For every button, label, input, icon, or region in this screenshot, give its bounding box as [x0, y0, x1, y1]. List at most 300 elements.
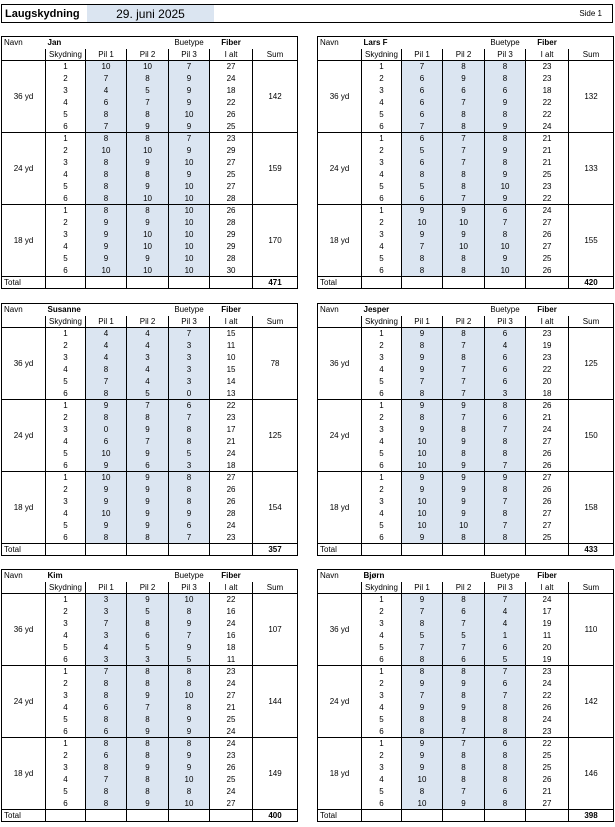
skydning-header: Skydning	[46, 582, 86, 594]
arrow-2-score: 9	[443, 702, 485, 714]
round-sum: 107	[253, 594, 298, 666]
ialt-header: I alt	[210, 49, 253, 61]
arrow-2-score: 9	[127, 217, 169, 229]
distance-label: 24 yd	[2, 133, 46, 205]
arrow-2-score: 9	[127, 496, 169, 508]
arrow-2-score: 9	[127, 121, 169, 133]
end-total: 27	[210, 472, 253, 484]
arrow-3-score: 9	[169, 750, 210, 762]
end-total: 21	[526, 786, 569, 798]
arrow-1-score: 3	[86, 606, 127, 618]
end-number: 5	[46, 714, 86, 726]
end-number: 1	[362, 666, 402, 678]
arrow-1-score: 9	[86, 484, 127, 496]
grand-total: 471	[253, 277, 298, 289]
arrow-1-score: 10	[402, 448, 443, 460]
end-total: 26	[526, 702, 569, 714]
arrow-2-score: 9	[127, 762, 169, 774]
arrow-2-score: 8	[127, 750, 169, 762]
arrow-1-score: 8	[402, 618, 443, 630]
arrow-1-score: 9	[86, 217, 127, 229]
total-label: Total	[318, 277, 362, 289]
arrow-1-score: 9	[86, 496, 127, 508]
end-total: 23	[210, 532, 253, 544]
end-number: 5	[362, 253, 402, 265]
arrow-3-score: 6	[485, 205, 526, 217]
distance-label: 36 yd	[2, 61, 46, 133]
arrow-2-score: 9	[443, 436, 485, 448]
end-number: 4	[46, 702, 86, 714]
end-number: 6	[362, 265, 402, 277]
arrow-2-score: 8	[443, 424, 485, 436]
arrow-3-score: 8	[485, 400, 526, 412]
end-number: 2	[46, 678, 86, 690]
end-number: 4	[362, 241, 402, 253]
end-total: 24	[210, 738, 253, 750]
arrow-3-score: 6	[485, 364, 526, 376]
end-number: 2	[46, 217, 86, 229]
end-number: 3	[46, 690, 86, 702]
end-total: 23	[526, 726, 569, 738]
end-number: 6	[362, 654, 402, 666]
grand-total: 400	[253, 810, 298, 822]
arrow-1-score: 0	[86, 424, 127, 436]
arrow-2-score: 7	[443, 786, 485, 798]
end-number: 5	[46, 109, 86, 121]
event-date: 29. juni 2025	[87, 5, 214, 22]
end-total: 24	[526, 714, 569, 726]
arrow-3-score: 6	[169, 400, 210, 412]
arrow-3-score: 8	[485, 702, 526, 714]
arrow-1-score: 10	[402, 496, 443, 508]
arrow-3-score: 9	[169, 85, 210, 97]
arrow-3-score: 8	[485, 726, 526, 738]
pil1-header: Pil 1	[86, 316, 127, 328]
end-number: 4	[46, 97, 86, 109]
end-number: 4	[362, 508, 402, 520]
arrow-3-score: 10	[485, 181, 526, 193]
round-sum: 144	[253, 666, 298, 738]
end-total: 28	[210, 253, 253, 265]
end-number: 6	[362, 532, 402, 544]
arrow-2-score: 4	[127, 340, 169, 352]
arrow-1-score: 8	[86, 133, 127, 145]
arrow-3-score: 8	[169, 666, 210, 678]
end-number: 3	[46, 157, 86, 169]
arrow-3-score: 10	[169, 265, 210, 277]
arrow-3-score: 0	[169, 388, 210, 400]
end-number: 2	[46, 750, 86, 762]
arrow-2-score: 9	[127, 181, 169, 193]
score-table	[317, 569, 614, 822]
end-number: 1	[362, 400, 402, 412]
arrow-2-score: 9	[443, 678, 485, 690]
end-total: 27	[526, 436, 569, 448]
arrow-3-score: 8	[485, 436, 526, 448]
end-number: 5	[362, 181, 402, 193]
end-total: 24	[526, 424, 569, 436]
score-table	[1, 303, 298, 556]
arrow-2-score: 8	[127, 618, 169, 630]
end-total: 27	[526, 798, 569, 810]
arrow-2-score: 8	[443, 61, 485, 73]
arrow-3-score: 10	[169, 109, 210, 121]
arrow-3-score: 7	[485, 460, 526, 472]
arrow-3-score: 9	[169, 508, 210, 520]
arrow-3-score: 8	[169, 678, 210, 690]
end-total: 16	[210, 606, 253, 618]
arrow-1-score: 9	[86, 241, 127, 253]
arrow-1-score: 7	[402, 642, 443, 654]
end-number: 1	[362, 133, 402, 145]
arrow-2-score: 8	[443, 690, 485, 702]
arrow-1-score: 10	[402, 798, 443, 810]
arrow-3-score: 9	[169, 726, 210, 738]
arrow-1-score: 9	[86, 460, 127, 472]
arrow-2-score: 4	[127, 376, 169, 388]
end-row	[318, 472, 614, 484]
arrow-2-score: 7	[443, 388, 485, 400]
end-total: 21	[526, 157, 569, 169]
buetype-label: Buetype	[174, 571, 204, 581]
arrow-1-score: 8	[402, 340, 443, 352]
arrow-2-score: 8	[127, 133, 169, 145]
arrow-1-score: 6	[402, 97, 443, 109]
arrow-1-score: 7	[86, 774, 127, 786]
end-number: 1	[362, 61, 402, 73]
end-total: 24	[210, 786, 253, 798]
arrow-1-score: 7	[402, 121, 443, 133]
skydning-header: Skydning	[362, 316, 402, 328]
arrow-3-score: 10	[485, 241, 526, 253]
end-total: 22	[526, 690, 569, 702]
arrow-2-score: 10	[443, 241, 485, 253]
arrow-3-score: 6	[485, 85, 526, 97]
end-total: 18	[210, 460, 253, 472]
arrow-1-score: 8	[86, 532, 127, 544]
end-row	[2, 400, 298, 412]
arrow-1-score: 4	[86, 340, 127, 352]
pil2-header: Pil 2	[443, 316, 485, 328]
score-table	[317, 36, 614, 289]
arrow-3-score: 7	[169, 412, 210, 424]
arrow-1-score: 10	[402, 217, 443, 229]
sum-header: Sum	[253, 316, 298, 328]
arrow-1-score: 5	[402, 145, 443, 157]
pil2-header: Pil 2	[443, 49, 485, 61]
ialt-header: I alt	[526, 316, 569, 328]
end-total: 26	[526, 460, 569, 472]
arrow-3-score: 6	[169, 520, 210, 532]
arrow-3-score: 7	[485, 666, 526, 678]
arrow-3-score: 7	[485, 690, 526, 702]
end-total: 23	[526, 61, 569, 73]
end-total: 27	[526, 520, 569, 532]
arrow-3-score: 10	[169, 229, 210, 241]
distance-label: 18 yd	[318, 205, 362, 277]
end-number: 6	[362, 798, 402, 810]
arrow-1-score: 6	[402, 109, 443, 121]
distance-label: 36 yd	[318, 61, 362, 133]
arrow-3-score: 9	[169, 169, 210, 181]
end-row	[2, 738, 298, 750]
navn-label: Navn	[318, 304, 362, 316]
arrow-3-score: 7	[485, 496, 526, 508]
end-total: 26	[210, 496, 253, 508]
arrow-1-score: 8	[402, 265, 443, 277]
arrow-2-score: 7	[127, 436, 169, 448]
ialt-header: I alt	[210, 316, 253, 328]
end-row	[2, 133, 298, 145]
grand-total: 398	[569, 810, 614, 822]
end-total: 27	[210, 157, 253, 169]
end-number: 1	[46, 328, 86, 340]
end-row	[318, 61, 614, 73]
arrow-3-score: 9	[485, 169, 526, 181]
arrow-3-score: 7	[485, 424, 526, 436]
arrow-1-score: 4	[86, 85, 127, 97]
arrow-2-score: 7	[443, 364, 485, 376]
end-total: 27	[210, 690, 253, 702]
end-total: 21	[526, 133, 569, 145]
end-row	[2, 666, 298, 678]
arrow-2-score: 7	[443, 642, 485, 654]
end-number: 3	[362, 762, 402, 774]
distance-label: 18 yd	[318, 738, 362, 810]
end-number: 1	[362, 594, 402, 606]
pil2-header: Pil 2	[127, 582, 169, 594]
arrow-1-score: 9	[402, 400, 443, 412]
distance-label: 24 yd	[318, 400, 362, 472]
arrow-2-score: 8	[127, 678, 169, 690]
end-number: 6	[362, 193, 402, 205]
end-number: 4	[46, 630, 86, 642]
round-sum: 125	[569, 328, 614, 400]
arrow-3-score: 10	[169, 205, 210, 217]
scorecard-susanne	[1, 303, 297, 556]
arrow-2-score: 9	[443, 229, 485, 241]
end-number: 6	[46, 121, 86, 133]
arrow-1-score: 7	[402, 376, 443, 388]
arrow-1-score: 8	[86, 798, 127, 810]
arrow-3-score: 6	[485, 328, 526, 340]
buetype-label: Buetype	[174, 305, 204, 315]
skydning-header: Skydning	[362, 582, 402, 594]
arrow-3-score: 9	[169, 642, 210, 654]
arrow-2-score: 7	[127, 97, 169, 109]
scorecard-jesper	[317, 303, 613, 556]
arrow-1-score: 8	[86, 109, 127, 121]
arrow-2-score: 9	[443, 73, 485, 85]
arrow-2-score: 7	[443, 157, 485, 169]
end-number: 2	[362, 606, 402, 618]
end-number: 4	[362, 630, 402, 642]
end-number: 3	[46, 762, 86, 774]
arrow-1-score: 8	[86, 714, 127, 726]
end-total: 26	[526, 448, 569, 460]
bow-type: Fiber	[221, 571, 241, 581]
arrow-3-score: 8	[169, 472, 210, 484]
arrow-2-score: 9	[127, 508, 169, 520]
end-total: 18	[210, 85, 253, 97]
end-total: 20	[526, 376, 569, 388]
arrow-3-score: 6	[485, 678, 526, 690]
arrow-1-score: 9	[402, 484, 443, 496]
arrow-2-score: 5	[127, 388, 169, 400]
score-table	[1, 36, 298, 289]
end-number: 2	[362, 145, 402, 157]
round-sum: 155	[569, 205, 614, 277]
page-number: Side 1	[579, 9, 602, 18]
arrow-1-score: 9	[402, 594, 443, 606]
grand-total: 357	[253, 544, 298, 556]
navn-label: Navn	[318, 570, 362, 582]
end-total: 21	[526, 145, 569, 157]
arrow-1-score: 7	[86, 376, 127, 388]
ialt-header: I alt	[210, 582, 253, 594]
arrow-3-score: 3	[169, 376, 210, 388]
end-total: 26	[526, 229, 569, 241]
end-row	[318, 328, 614, 340]
arrow-2-score: 8	[443, 352, 485, 364]
pil3-header: Pil 3	[169, 316, 210, 328]
end-total: 22	[210, 594, 253, 606]
end-total: 25	[526, 169, 569, 181]
arrow-3-score: 8	[169, 702, 210, 714]
arrow-2-score: 8	[127, 714, 169, 726]
arrow-1-score: 10	[402, 460, 443, 472]
end-number: 3	[46, 352, 86, 364]
end-total: 27	[526, 508, 569, 520]
end-total: 23	[210, 412, 253, 424]
arrow-2-score: 7	[443, 412, 485, 424]
arrow-3-score: 6	[485, 738, 526, 750]
pil3-header: Pil 3	[485, 582, 526, 594]
arrow-3-score: 8	[169, 424, 210, 436]
end-total: 27	[210, 61, 253, 73]
buetype-label: Buetype	[490, 305, 520, 315]
buetype-label: Buetype	[174, 38, 204, 48]
arrow-2-score: 9	[443, 205, 485, 217]
end-number: 6	[46, 265, 86, 277]
arrow-1-score: 8	[86, 193, 127, 205]
arrow-3-score: 8	[485, 750, 526, 762]
arrow-2-score: 9	[443, 472, 485, 484]
end-total: 15	[210, 364, 253, 376]
arrow-2-score: 3	[127, 654, 169, 666]
scorecard-jan	[1, 36, 297, 289]
end-row	[318, 400, 614, 412]
end-total: 10	[210, 352, 253, 364]
arrow-1-score: 7	[402, 690, 443, 702]
arrow-1-score: 7	[402, 61, 443, 73]
arrow-2-score: 7	[127, 702, 169, 714]
archer-name: Lars F	[363, 38, 388, 48]
arrow-3-score: 8	[169, 786, 210, 798]
end-total: 23	[210, 133, 253, 145]
arrow-3-score: 3	[169, 460, 210, 472]
sum-header: Sum	[569, 49, 614, 61]
end-number: 3	[362, 85, 402, 97]
arrow-2-score: 7	[443, 376, 485, 388]
arrow-1-score: 5	[402, 181, 443, 193]
end-total: 18	[526, 85, 569, 97]
arrow-1-score: 9	[86, 229, 127, 241]
arrow-2-score: 5	[127, 642, 169, 654]
end-total: 26	[210, 109, 253, 121]
arrow-3-score: 7	[169, 532, 210, 544]
end-total: 21	[526, 412, 569, 424]
arrow-2-score: 9	[127, 520, 169, 532]
arrow-3-score: 10	[169, 217, 210, 229]
arrow-2-score: 9	[443, 496, 485, 508]
end-number: 3	[362, 618, 402, 630]
end-number: 5	[362, 448, 402, 460]
end-total: 17	[526, 606, 569, 618]
pil1-header: Pil 1	[86, 582, 127, 594]
arrow-3-score: 8	[485, 73, 526, 85]
arrow-1-score: 5	[402, 630, 443, 642]
arrow-3-score: 5	[169, 448, 210, 460]
round-sum: 146	[569, 738, 614, 810]
arrow-3-score: 8	[485, 109, 526, 121]
end-number: 4	[362, 702, 402, 714]
arrow-3-score: 10	[485, 265, 526, 277]
arrow-2-score: 4	[127, 364, 169, 376]
arrow-2-score: 8	[443, 169, 485, 181]
total-label: Total	[318, 544, 362, 556]
arrow-3-score: 7	[485, 594, 526, 606]
skydning-header: Skydning	[46, 49, 86, 61]
round-sum: 125	[253, 400, 298, 472]
end-total: 25	[526, 532, 569, 544]
end-total: 19	[526, 340, 569, 352]
arrow-3-score: 8	[485, 484, 526, 496]
arrow-3-score: 8	[169, 484, 210, 496]
end-number: 6	[46, 388, 86, 400]
end-number: 6	[46, 193, 86, 205]
arrow-3-score: 3	[169, 364, 210, 376]
arrow-2-score: 9	[127, 472, 169, 484]
archer-name: Kim	[47, 571, 63, 581]
arrow-2-score: 8	[127, 532, 169, 544]
arrow-1-score: 9	[86, 253, 127, 265]
arrow-3-score: 7	[169, 328, 210, 340]
arrow-1-score: 4	[86, 352, 127, 364]
arrow-1-score: 8	[86, 678, 127, 690]
end-total: 23	[526, 328, 569, 340]
arrow-3-score: 4	[485, 606, 526, 618]
round-sum: 132	[569, 61, 614, 133]
end-number: 5	[46, 253, 86, 265]
arrow-1-score: 3	[86, 594, 127, 606]
buetype-label: Buetype	[490, 38, 520, 48]
arrow-3-score: 8	[169, 738, 210, 750]
end-total: 24	[210, 678, 253, 690]
end-total: 23	[526, 73, 569, 85]
sum-header: Sum	[253, 49, 298, 61]
arrow-2-score: 7	[443, 145, 485, 157]
end-total: 25	[210, 774, 253, 786]
grand-total: 420	[569, 277, 614, 289]
pil1-header: Pil 1	[402, 49, 443, 61]
end-total: 24	[210, 618, 253, 630]
end-number: 4	[46, 436, 86, 448]
end-row	[318, 666, 614, 678]
distance-label: 36 yd	[318, 328, 362, 400]
end-number: 6	[362, 388, 402, 400]
end-total: 24	[210, 520, 253, 532]
